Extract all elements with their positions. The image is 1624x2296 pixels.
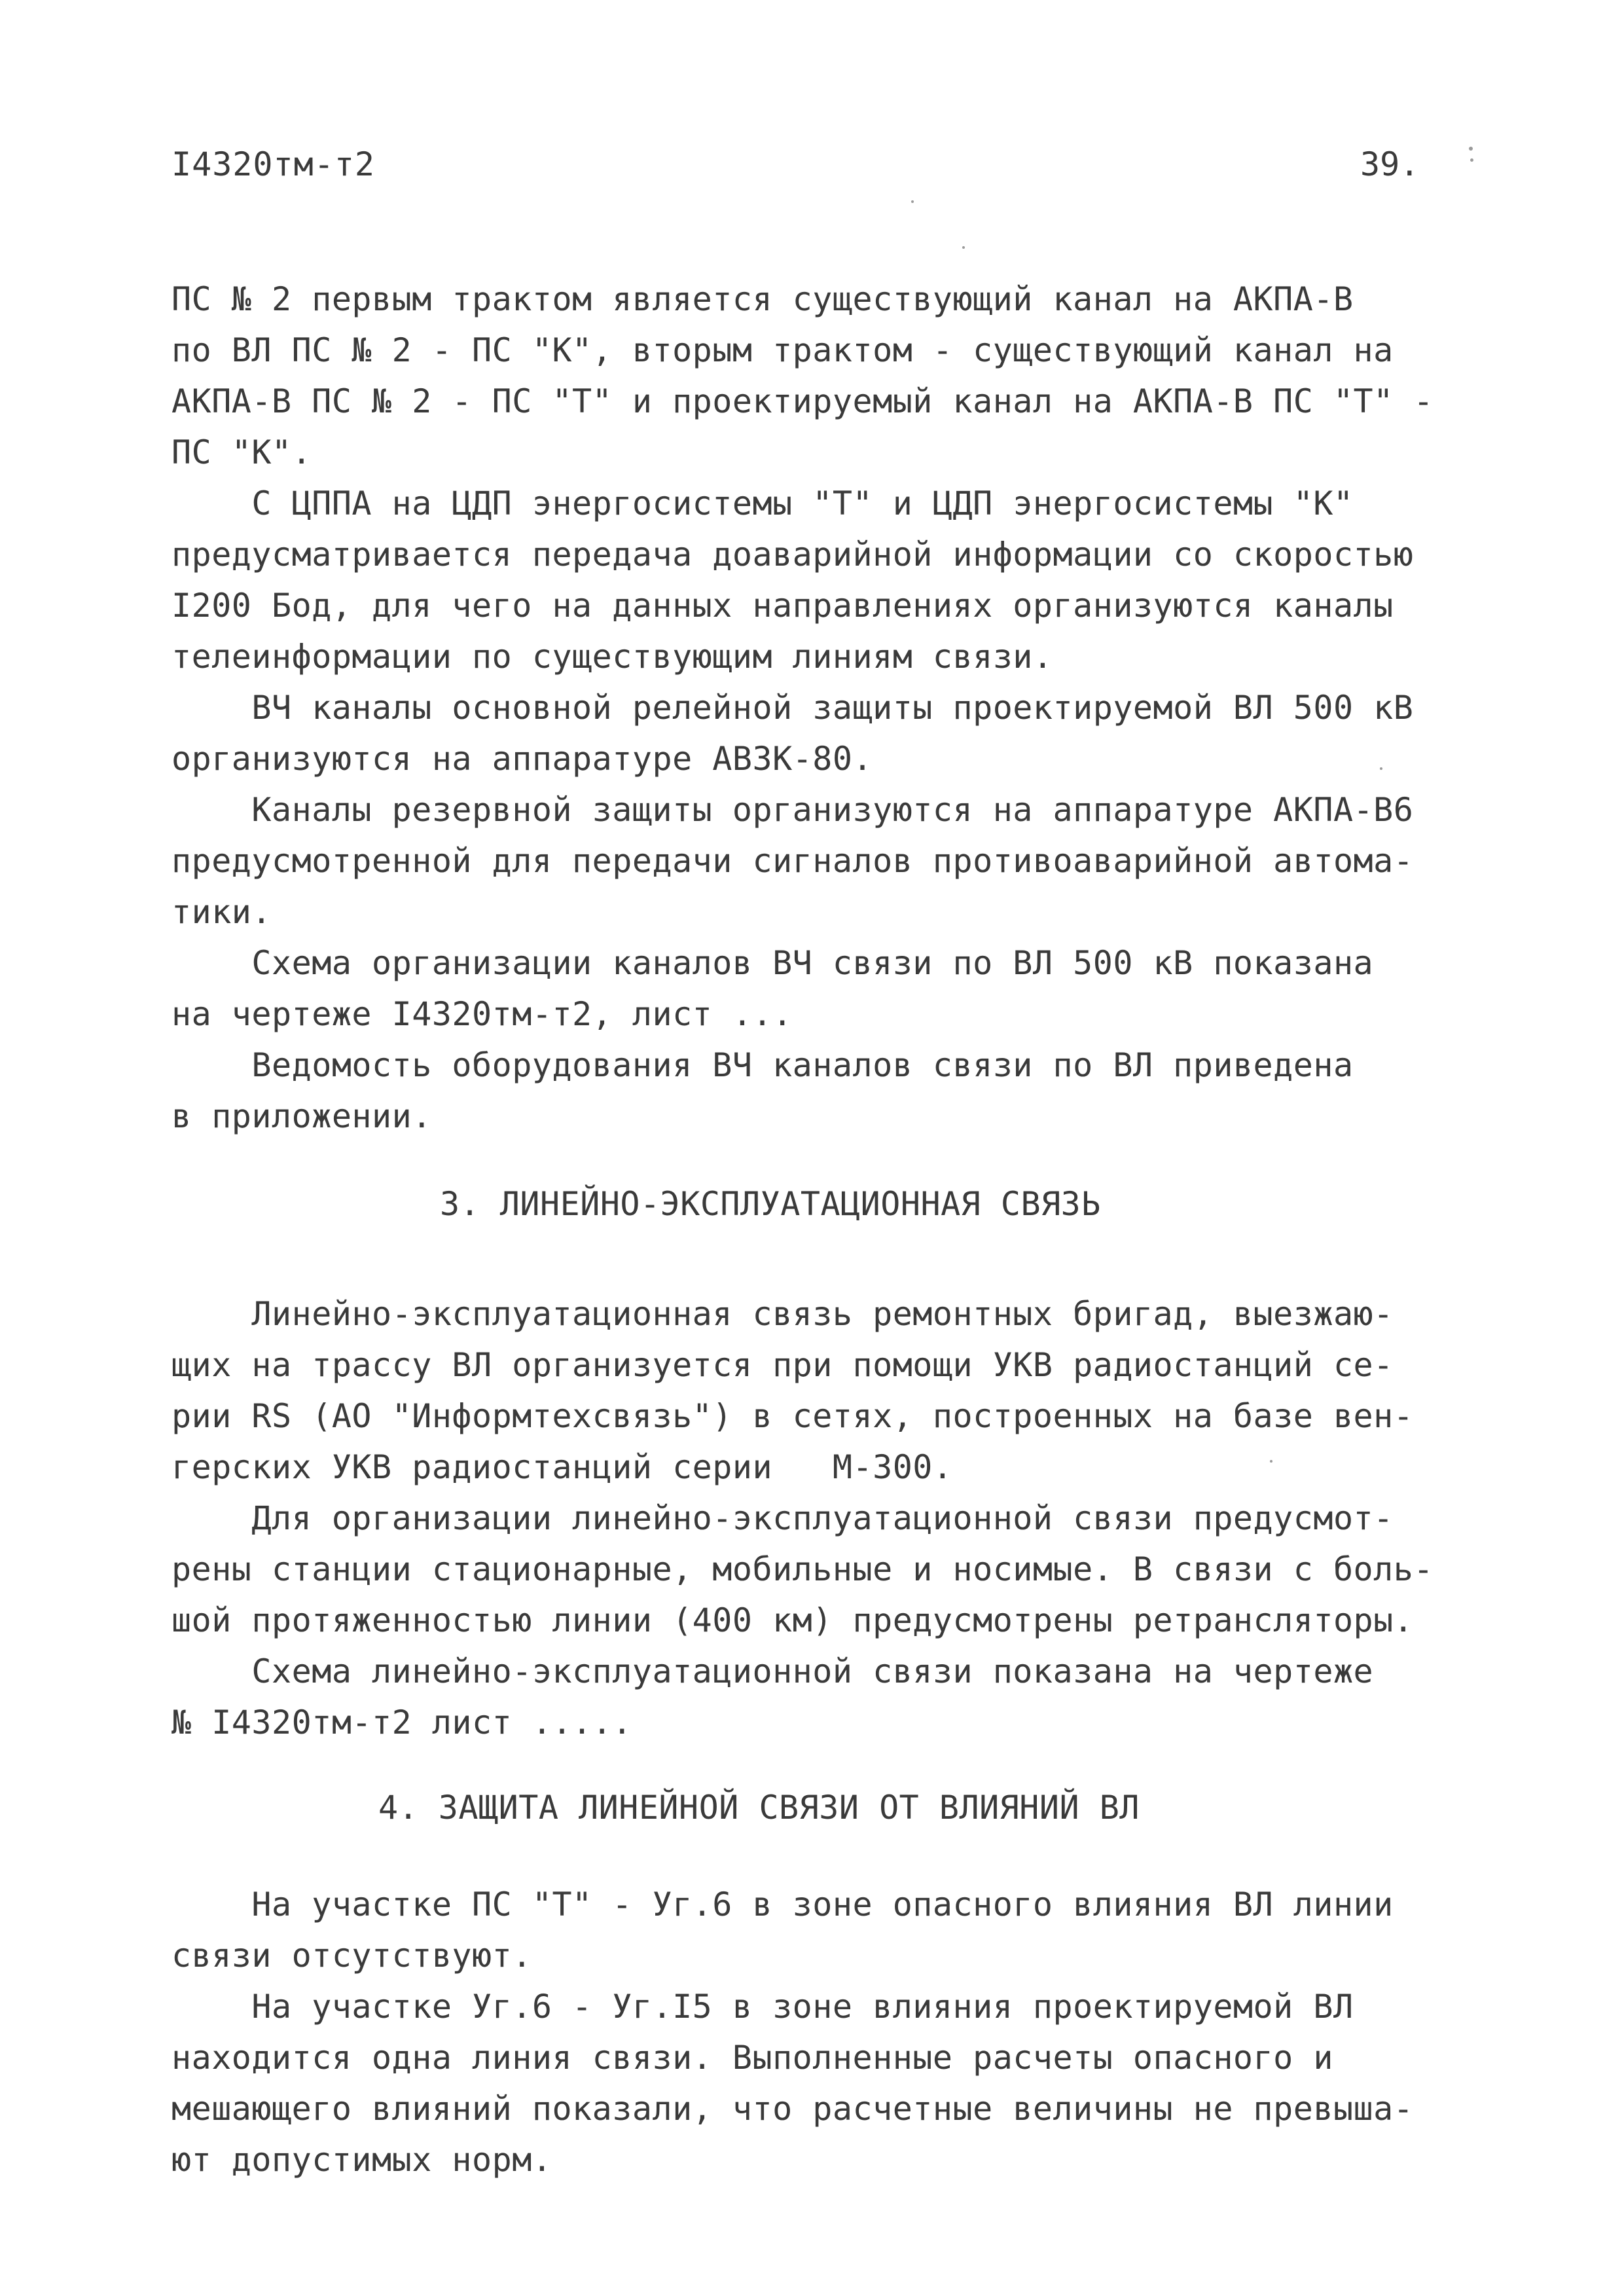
text-line: Ведомость оборудования ВЧ каналов связи по ВЛ приведена	[171, 1046, 1354, 1084]
scan-speck	[1469, 147, 1473, 151]
section-3-heading: 3. ЛИНЕЙНО-ЭКСПЛУАТАЦИОННАЯ СВЯЗЬ	[440, 1185, 1101, 1223]
text-line: ПС № 2 первым трактом является существующий канал на АКПА-В	[171, 280, 1354, 318]
scan-speck	[911, 200, 914, 203]
text-line: связи отсутствуют.	[171, 1937, 532, 1975]
text-line: № I4320тм-т2 лист .....	[171, 1704, 632, 1741]
text-line: рены станции стационарные, мобильные и носимые. В связи с боль-	[171, 1550, 1434, 1588]
text-line: ют допустимых норм.	[171, 2141, 552, 2179]
text-line: тики.	[171, 893, 272, 931]
scan-speck	[1380, 767, 1382, 770]
text-line: АКПА-В ПС № 2 - ПС "Т" и проектируемый канал на АКПА-В ПС "Т" -	[171, 382, 1434, 420]
scan-speck	[1270, 1460, 1272, 1463]
text-line: телеинформации по существующим линиям связи.	[171, 638, 1053, 676]
section-2-text	[171, 274, 1468, 1142]
text-line: Линейно-эксплуатационная связь ремонтных бригад, выезжаю-	[171, 1295, 1394, 1333]
text-line: ПС "К".	[171, 433, 312, 471]
text-line: в приложении.	[171, 1097, 432, 1135]
text-line: предусмотренной для передачи сигналов противоаварийной автома-	[171, 842, 1414, 880]
text-line: На участке Уг.6 - Уг.I5 в зоне влияния проектируемой ВЛ	[171, 1988, 1354, 2026]
text-line: на чертеже I4320тм-т2, лист ...	[171, 995, 793, 1033]
text-line: Для организации линейно-эксплуатационной связи предусмот-	[171, 1499, 1394, 1537]
text-line: герских УКВ радиостанций серии М-300.	[171, 1448, 953, 1486]
document-code: I4320тм-т2	[171, 145, 376, 183]
text-line: Схема линейно-эксплуатационной связи показана на чертеже	[171, 1652, 1374, 1690]
text-line: предусматривается передача доаварийной информации со скоростью	[171, 536, 1414, 574]
text-line: Каналы резервной защиты организуются на аппаратуре АКПА-В6	[171, 791, 1414, 829]
text-line: по ВЛ ПС № 2 - ПС "К", вторым трактом - существующий канал на	[171, 331, 1394, 369]
text-line: шой протяженностью линии (400 км) предусмотрены ретрансляторы.	[171, 1601, 1414, 1639]
text-line: С ЦППА на ЦДП энергосистемы "Т" и ЦДП энергосистемы "К"	[171, 484, 1354, 522]
section-4-heading: 4. ЗАЩИТА ЛИНЕЙНОЙ СВЯЗИ ОТ ВЛИЯНИЙ ВЛ	[378, 1789, 1140, 1827]
text-line: рии RS (АО "Информтехсвязь") в сетях, построенных на базе вен-	[171, 1397, 1414, 1435]
text-line: щих на трассу ВЛ организуется при помощи УКВ радиостанций се-	[171, 1346, 1394, 1384]
scan-speck	[1470, 158, 1473, 162]
text-line: ВЧ каналы основной релейной защиты проектируемой ВЛ 500 кВ	[171, 689, 1414, 727]
text-line: организуются на аппаратуре АВЗК-80.	[171, 740, 873, 778]
text-line: мешающего влияний показали, что расчетные величины не превыша-	[171, 2090, 1414, 2128]
section-3-text	[171, 1288, 1468, 1748]
page-number: 39.	[1360, 145, 1420, 183]
section-4-text	[171, 1879, 1468, 2185]
text-line: На участке ПС "Т" - Уг.6 в зоне опасного влияния ВЛ линии	[171, 1886, 1394, 1923]
text-line: Схема организации каналов ВЧ связи по ВЛ 500 кВ показана	[171, 944, 1374, 982]
scan-speck	[962, 246, 965, 249]
text-line: I200 Бод, для чего на данных направлениях организуются каналы	[171, 587, 1394, 625]
text-line: находится одна линия связи. Выполненные расчеты опасного и	[171, 2039, 1333, 2077]
